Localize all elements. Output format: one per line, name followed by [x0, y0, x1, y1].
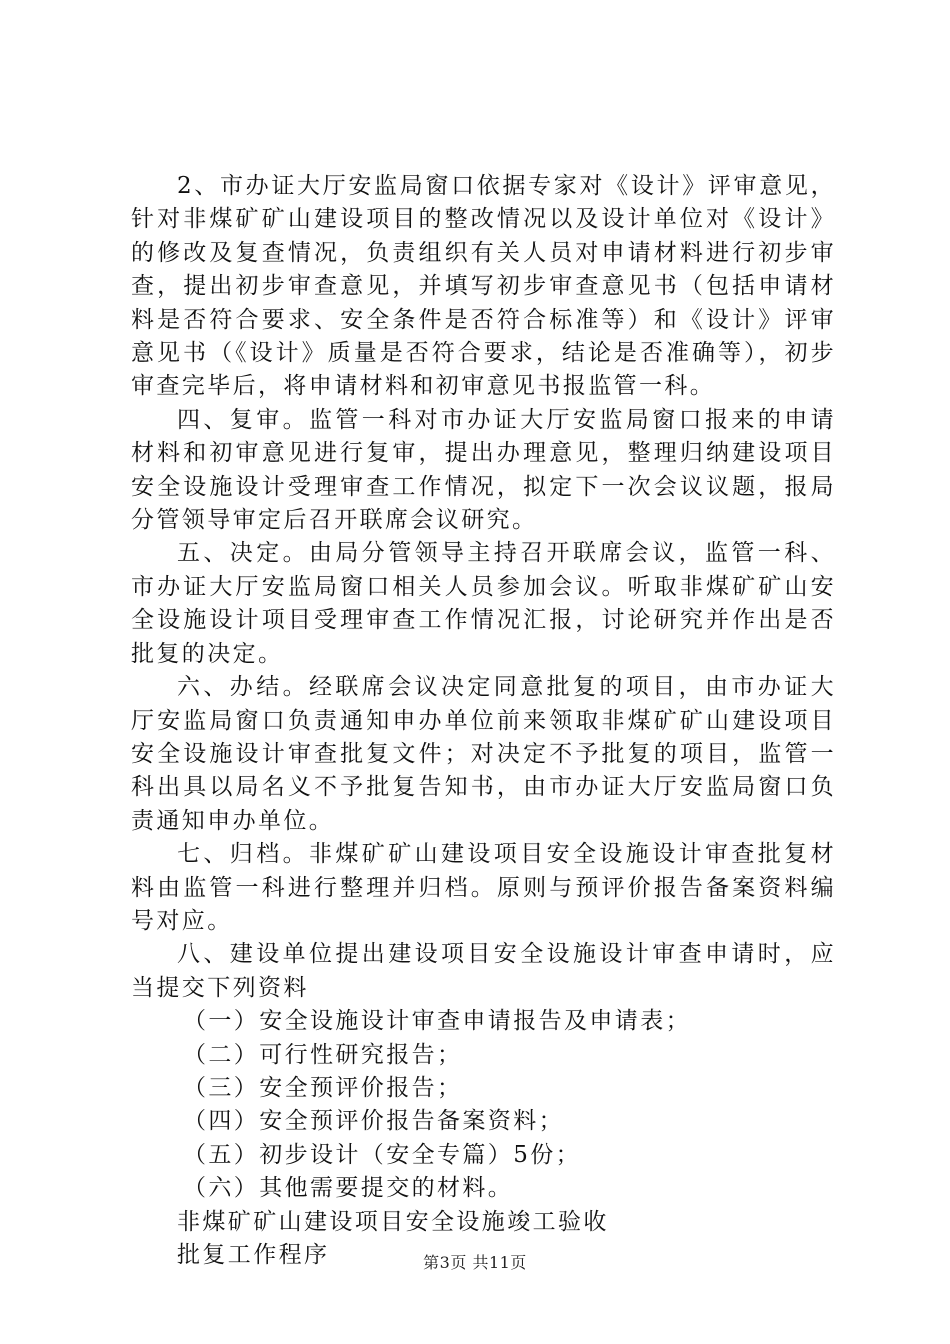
- paragraph-archiving: 七、归档。非煤矿矿山建设项目安全设施设计审查批复材料由监管一科进行整理并归档。原则与预评价报告备案资料编号对应。: [131, 841, 836, 934]
- section-heading-line-2: 批复工作程序: [177, 1242, 330, 1268]
- list-item: （一）安全设施设计审查申请报告及申请表；: [183, 1008, 691, 1035]
- paragraph-initial-review: 2、市办证大厅安监局窗口依据专家对《设计》评审意见，针对非煤矿矿山建设项目的整改情况以及设计单位对《设计》的修改及复查情况，负责组织有关人员对申请材料进行初步审查，提出初步审查意见，并填写初步审查意见书（包括申请材料是否符合要求、安全条件是否符合标准等）和《设计》评审意见书（《设计》质量是否符合要求，结论是否准确等），初步审查完毕后，将申请材料和初审意见书报监管一科。: [131, 173, 836, 400]
- list-item: （二）可行性研究报告；: [183, 1041, 463, 1068]
- paragraph-decision: 五、决定。由局分管领导主持召开联席会议，监管一科、市办证大厅安监局窗口相关人员参加会议。听取非煤矿矿山安全设施设计项目受理审查工作情况汇报，讨论研究并作出是否批复的决定。: [131, 540, 836, 667]
- list-item: （六）其他需要提交的材料。: [183, 1175, 514, 1202]
- list-item: （四）安全预评价报告备案资料；: [183, 1108, 564, 1135]
- section-heading-line-1: 非煤矿矿山建设项目安全设施竣工验收: [177, 1208, 609, 1235]
- list-item: （五）初步设计（安全专篇）5份；: [183, 1141, 582, 1168]
- document-body: [131, 170, 836, 1272]
- page-number-footer: 第3页 共11页: [423, 1253, 527, 1272]
- list-item: （三）安全预评价报告；: [183, 1074, 463, 1101]
- paragraph-re-review: 四、复审。监管一科对市办证大厅安监局窗口报来的申请材料和初审意见进行复审，提出办理意见，整理归纳建设项目安全设施设计受理审查工作情况，拟定下一次会议议题，报局分管领导审定后召开联席会议研究。: [131, 406, 836, 534]
- paragraph-required-materials: 八、建设单位提出建设项目安全设施设计审查申请时，应当提交下列资料: [131, 941, 836, 1001]
- paragraph-completion: 六、办结。经联席会议决定同意批复的项目，由市办证大厅安监局窗口负责通知申办单位前来领取非煤矿矿山建设项目安全设施设计审查批复文件；对决定不予批复的项目，监管一科出具以局名义不予批复告知书，由市办证大厅安监局窗口负责通知申办单位。: [131, 674, 836, 834]
